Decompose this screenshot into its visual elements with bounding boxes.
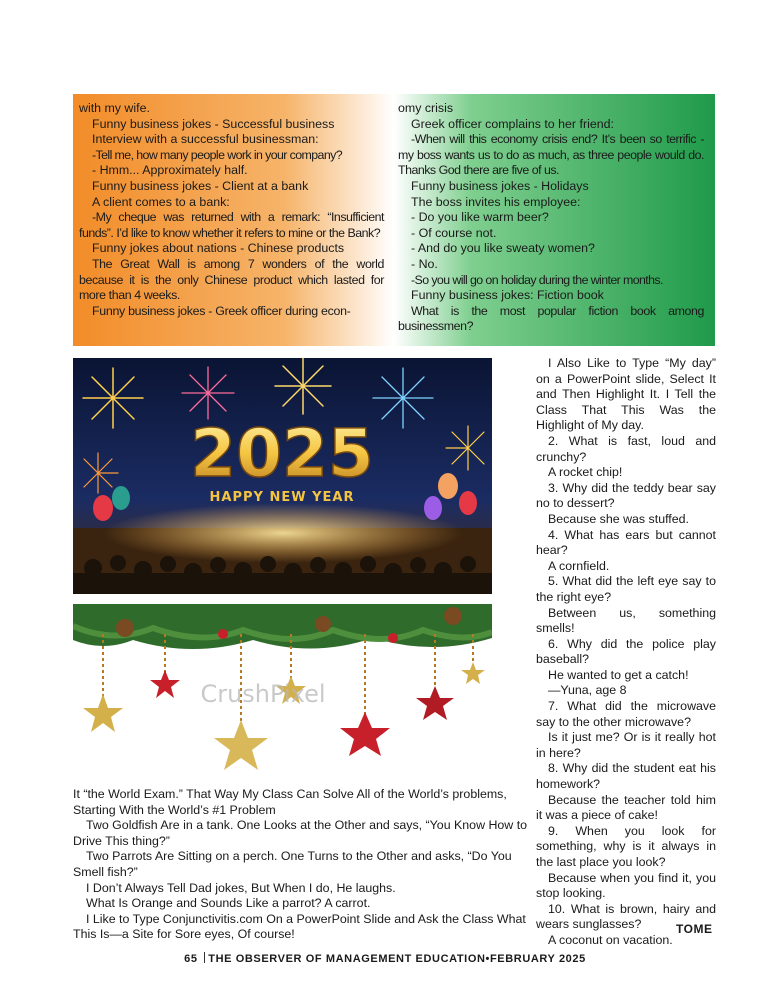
author-signature: TOME (676, 922, 713, 936)
paragraph: The Great Wall is among 7 wonders of the world because it is the only Chinese product which lasted for more than 4 weeks. (79, 256, 384, 303)
paragraph: Interview with a successful businessman: (92, 132, 319, 147)
paragraph: A cornfield. (548, 558, 610, 573)
paragraph: Funny business jokes - Client at a bank (92, 178, 309, 193)
paragraph: —Yuna, age 8 (548, 683, 627, 698)
top-right-joke-column (398, 101, 704, 335)
star-ornaments-illustration (73, 604, 492, 784)
paragraph: -My cheque was returned with a remark: “Insufficient funds”. I’d like to know whether it refers to mine or the Bank? (79, 210, 384, 240)
paragraph: 5. What did the left eye say to the right eye? (536, 574, 716, 604)
footer-separator: • (485, 953, 490, 965)
issue-date: FEBRUARY 2025 (489, 953, 586, 965)
page-number: 65 (184, 953, 198, 965)
publication-name: THE OBSERVER OF MANAGEMENT EDUCATION (208, 953, 486, 965)
paragraph: 10. What is brown, hairy and wears sunglasses? (536, 901, 716, 932)
paragraph: Funny business jokes - Greek officer during econ- (92, 303, 351, 318)
paragraph: The boss invites his employee: (411, 194, 581, 209)
paragraph: Funny jokes about nations - Chinese products (92, 241, 345, 256)
paragraph: Because when you find it, you stop looking. (536, 870, 716, 901)
watermark-text: CrushPixel (200, 680, 326, 708)
paragraph: Is it just me? Or is it really hot in here? (536, 730, 716, 760)
paragraph: What Is Orange and Sounds Like a parrot? A carrot. (86, 896, 371, 911)
paragraph: Two Goldfish Are in a tank. One Looks at the Other and says, “You Know How to Drive This thing?” (73, 818, 528, 848)
paragraph: 8. Why did the student eat his homework? (536, 761, 716, 792)
fireworks-illustration (73, 358, 492, 594)
paragraph: omy crisis (398, 101, 454, 115)
paragraph: What is the most popular fiction book among businessmen? (398, 303, 704, 334)
paragraph: - Hmm... Approximately half. (92, 163, 248, 178)
footer-divider (204, 952, 205, 963)
paragraph: 6. Why did the police play baseball? (536, 636, 716, 667)
top-left-joke-column (79, 101, 384, 319)
happy-new-year-text: HAPPY NEW YEAR (209, 490, 355, 505)
paragraph: - And do you like sweaty women? (411, 241, 595, 256)
paragraph: I Don’t Always Tell Dad jokes, But When I do, He laughs. (86, 880, 396, 895)
paragraph: -So you will go on holiday during the winter months. (411, 272, 663, 287)
paragraph: -When will this economy crisis end? It’s been so terrific - my boss wants us to do as much, as three people would do. Thanks God there are five of us. (398, 132, 704, 178)
happy-new-year-2025-image (73, 358, 492, 594)
paragraph: Because she was stuffed. (548, 511, 689, 526)
paragraph: Because the teacher told him it was a piece of cake! (536, 792, 716, 823)
paragraph: It “the World Exam.” That Way My Class Can Solve All of the World’s problems, Starting With the World’s #1 Problem (73, 787, 507, 817)
page-footer (0, 952, 770, 965)
paragraph: 7. What did the microwave say to the other microwave? (536, 699, 716, 729)
paragraph: Greek officer complains to her friend: (411, 116, 614, 131)
right-joke-column (536, 356, 716, 949)
paragraph: Between us, something smells! (536, 605, 716, 636)
paragraph: Funny business jokes - Successful business (92, 116, 335, 131)
year-text: 2025 (190, 415, 374, 492)
paragraph: A rocket chip! (548, 465, 623, 480)
paragraph: 9. When you look for something, why is it always in the last place you look? (536, 823, 716, 869)
bottom-joke-block (73, 787, 528, 943)
paragraph: with my wife. (79, 101, 150, 115)
christmas-stars-decoration-image (73, 604, 492, 784)
paragraph: A client comes to a bank: (92, 194, 230, 209)
paragraph: A coconut on vacation. (548, 932, 673, 947)
paragraph: I Like to Type Conjunctivitis.com On a PowerPoint Slide and Ask the Class What This Is—a Site for Sore eyes, Of course! (73, 911, 526, 942)
paragraph: Two Parrots Are Sitting on a perch. One Turns to the Other and asks, “Do You Smell fish?” (73, 849, 512, 879)
paragraph: 3. Why did the teddy bear say no to dessert? (536, 480, 716, 511)
paragraph: 2. What is fast, loud and crunchy? (536, 433, 716, 464)
paragraph: Funny business jokes: Fiction book (411, 288, 604, 303)
paragraph: 4. What has ears but cannot hear? (536, 527, 716, 558)
paragraph: -Tell me, how many people work in your company? (92, 147, 343, 162)
paragraph: He wanted to get a catch! (548, 667, 689, 682)
paragraph: I Also Like to Type “My day” on a PowerPoint slide, Select It and Then Highlight It. I Tell the Class That This Was the Highlight of My day. (536, 356, 716, 433)
paragraph: - Of course not. (411, 225, 497, 240)
paragraph: - Do you like warm beer? (411, 210, 549, 225)
paragraph: Funny business jokes - Holidays (411, 178, 589, 193)
paragraph: - No. (411, 256, 438, 271)
